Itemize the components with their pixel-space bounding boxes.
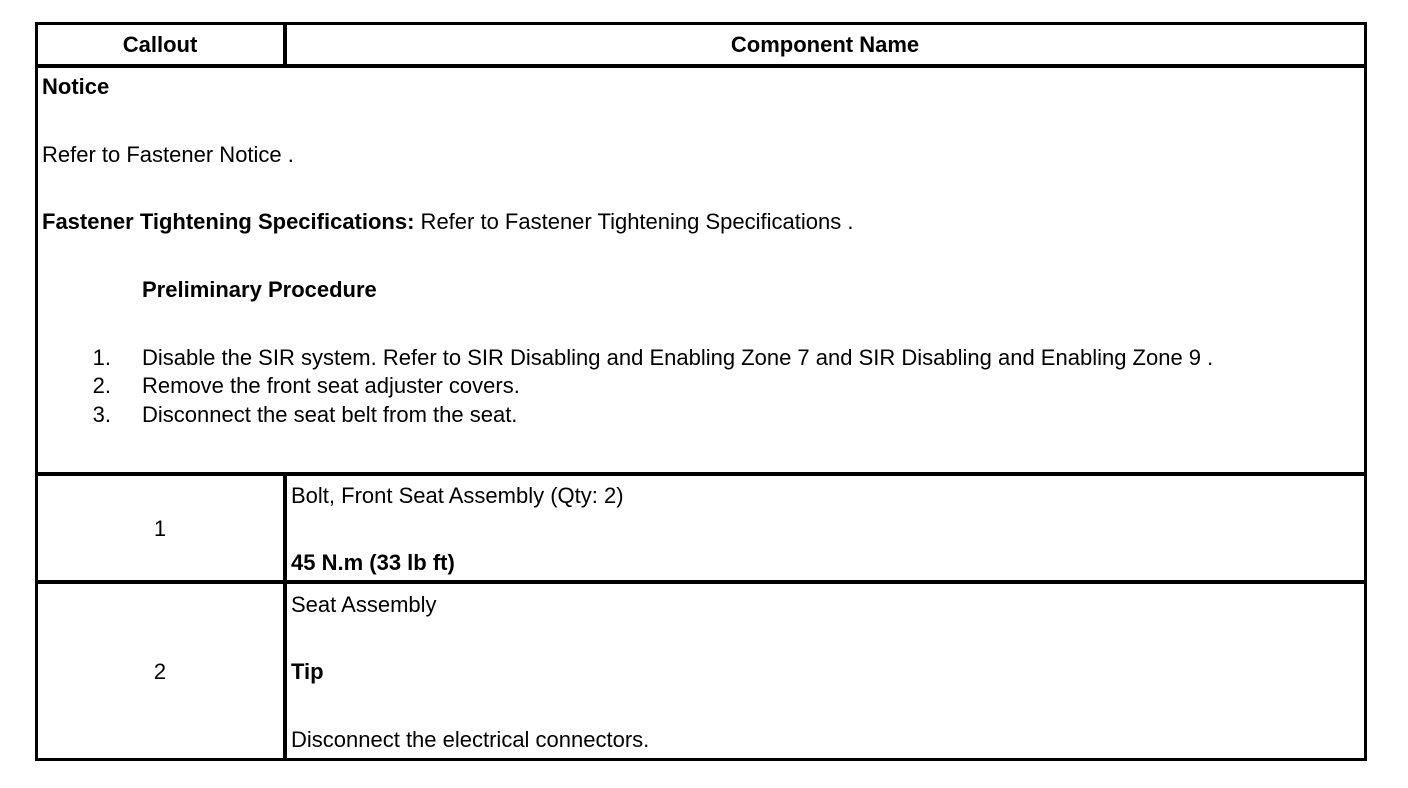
- spec-label: Fastener Tightening Specifications:: [42, 209, 415, 234]
- component-table: [35, 22, 1367, 761]
- row-torque: 45 N.m (33 lb ft): [291, 550, 455, 575]
- header-callout: Callout: [122, 32, 198, 57]
- step-number: 3.: [92, 402, 111, 427]
- table-border-top: [35, 22, 1367, 25]
- row-tip-text: Disconnect the electrical connectors.: [291, 727, 650, 752]
- header-divider: [35, 64, 1367, 68]
- row-component-name: Bolt, Front Seat Assembly (Qty: 2): [291, 483, 624, 508]
- step-text: Disable the SIR system. Refer to SIR Disabling and Enabling Zone 7 and SIR Disabling and Enabling Zone 9 .: [142, 345, 1214, 370]
- step-number: 2.: [92, 373, 111, 398]
- table-border-bottom: [35, 758, 1367, 761]
- row-callout: 1: [153, 516, 167, 541]
- row-component-name: Seat Assembly: [291, 592, 437, 617]
- step-number: 1.: [92, 345, 111, 370]
- step-text: Disconnect the seat belt from the seat.: [142, 402, 518, 427]
- notice-text: Refer to Fastener Notice .: [42, 142, 294, 167]
- table-border-right: [1364, 22, 1367, 761]
- row-divider: [35, 580, 1367, 584]
- preliminary-title: Preliminary Procedure: [142, 277, 377, 302]
- spec-text: Refer to Fastener Tightening Specifications .: [414, 209, 854, 234]
- spec-line: [42, 209, 853, 235]
- step-text: Remove the front seat adjuster covers.: [142, 373, 520, 398]
- row-tip-label: Tip: [291, 659, 324, 684]
- row-callout: 2: [153, 659, 167, 684]
- notice-title: Notice: [42, 74, 110, 99]
- notice-divider: [35, 472, 1367, 476]
- header-component-name: Component Name: [730, 32, 920, 57]
